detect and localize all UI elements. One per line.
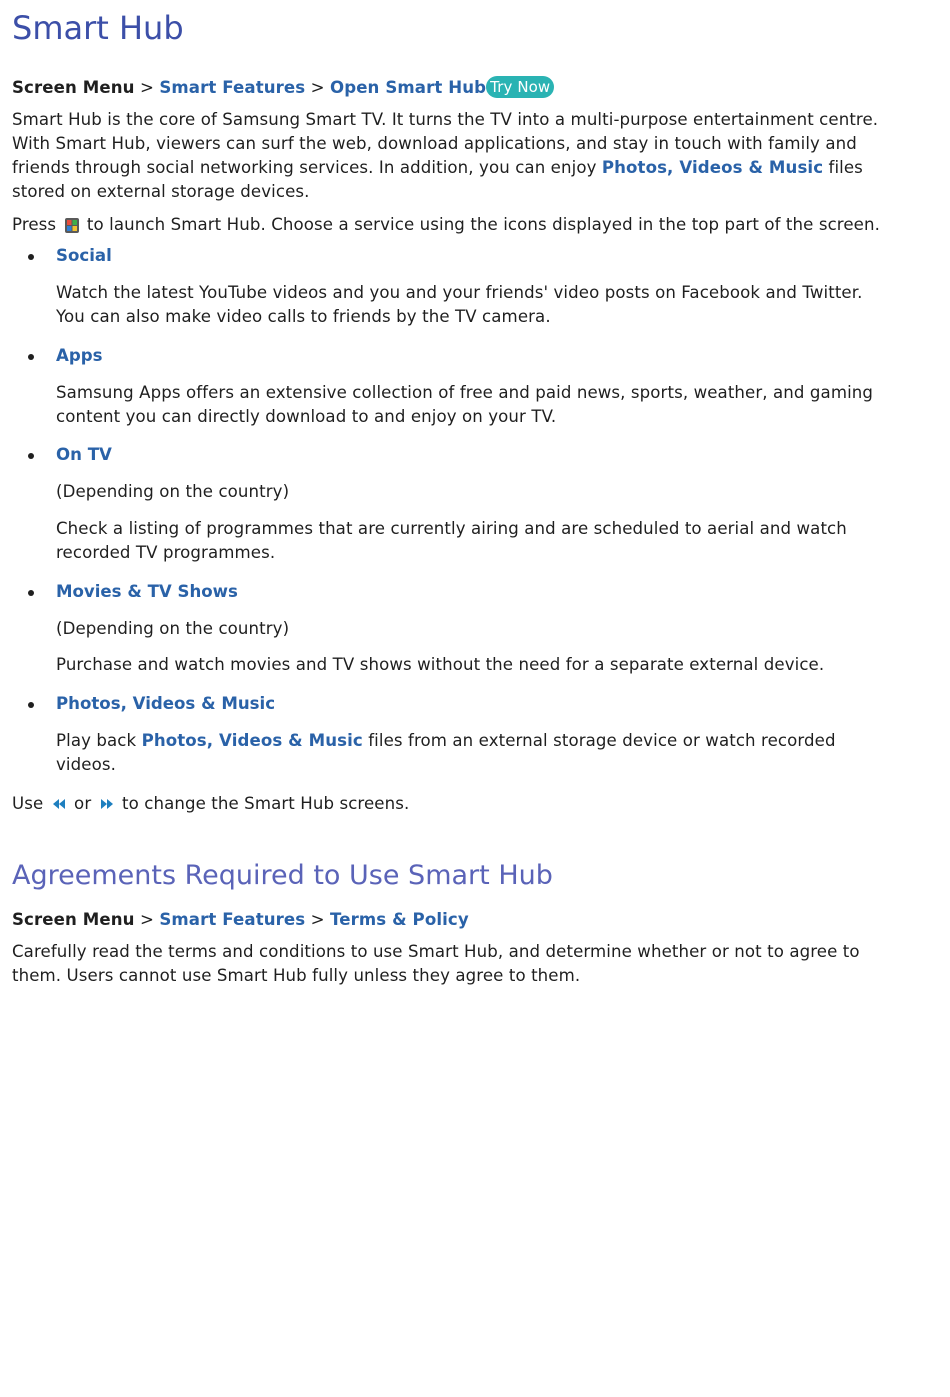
fast-forward-icon <box>99 793 115 805</box>
apps-line-2: content you can directly download to and enjoy on your TV. <box>56 407 557 426</box>
breadcrumb-terms-policy-link[interactable]: Terms & Policy <box>330 910 469 929</box>
social-line-1: Watch the latest YouTube videos and you and your friends' video posts on Facebook and Twitter. <box>56 283 863 302</box>
apps-line-1: Samsung Apps offers an extensive collection of free and paid news, sports, weather, and gaming <box>56 383 874 402</box>
breadcrumb-smart-features-link[interactable]: Smart Features <box>159 78 306 97</box>
on-tv-line-2: recorded TV programmes. <box>56 543 276 562</box>
try-now-button[interactable]: Try Now <box>486 76 554 98</box>
movies-note: (Depending on the country) <box>56 619 290 638</box>
photos-text: files from an external storage device or watch recorded <box>362 731 836 750</box>
page-title: Smart Hub <box>12 9 184 47</box>
breadcrumb-smart-features-link[interactable]: Smart Features <box>159 910 306 929</box>
breadcrumb-root: Screen Menu <box>12 910 135 929</box>
press-instruction <box>12 213 880 237</box>
use-text: to change the Smart Hub screens. <box>116 794 410 813</box>
agreements-line-1: Carefully read the terms and conditions to use Smart Hub, and determine whether or not to agree to <box>12 942 860 961</box>
photos-videos-music-link[interactable]: Photos, Videos & Music <box>141 731 363 750</box>
intro-line-2: With Smart Hub, viewers can surf the web, download applications, and stay in touch with family and <box>12 134 857 153</box>
intro-line-1: Smart Hub is the core of Samsung Smart TV. It turns the TV into a multi-purpose entertainment centre. <box>12 110 879 129</box>
movies-line-1: Purchase and watch movies and TV shows without the need for a separate external device. <box>56 655 825 674</box>
photos-videos-music-link[interactable]: Photos, Videos & Music <box>601 158 824 177</box>
photos-line-1 <box>56 729 836 753</box>
bullet-title-on-tv: On TV <box>56 445 112 464</box>
section-title-agreements: Agreements Required to Use Smart Hub <box>12 860 553 891</box>
intro-line-4: stored on external storage devices. <box>12 182 310 201</box>
breadcrumb <box>12 908 469 932</box>
bullet-dot <box>28 254 34 260</box>
intro-text: files <box>823 158 863 177</box>
agreements-line-2: them. Users cannot use Smart Hub fully unless they agree to them. <box>12 966 581 985</box>
intro-text: friends through social networking services. In addition, you can enjoy <box>12 158 602 177</box>
breadcrumb-separator: > <box>139 910 154 929</box>
breadcrumb-root: Screen Menu <box>12 78 135 97</box>
photos-line-2: videos. <box>56 755 116 774</box>
use-instruction <box>12 792 409 816</box>
breadcrumb <box>12 76 554 100</box>
bullet-title-apps: Apps <box>56 346 103 365</box>
on-tv-note: (Depending on the country) <box>56 482 290 501</box>
bullet-title-photos-videos-music: Photos, Videos & Music <box>56 694 276 713</box>
intro-line-3 <box>12 156 863 180</box>
breadcrumb-open-smart-hub-link[interactable]: Open Smart Hub <box>330 78 487 97</box>
rewind-icon <box>51 793 67 805</box>
photos-text: Play back <box>56 731 142 750</box>
use-text: or <box>68 794 97 813</box>
bullet-dot <box>28 453 34 459</box>
press-text: Press <box>12 215 62 234</box>
smart-hub-icon <box>64 216 80 234</box>
breadcrumb-separator: > <box>310 910 325 929</box>
use-text: Use <box>12 794 49 813</box>
bullet-dot <box>28 702 34 708</box>
breadcrumb-separator: > <box>310 78 325 97</box>
on-tv-line-1: Check a listing of programmes that are currently airing and are scheduled to aerial and watch <box>56 519 847 538</box>
bullet-title-movies-tv-shows: Movies & TV Shows <box>56 582 238 601</box>
bullet-dot <box>28 590 34 596</box>
bullet-title-social: Social <box>56 246 112 265</box>
social-line-2: You can also make video calls to friends by the TV camera. <box>56 307 551 326</box>
bullet-dot <box>28 354 34 360</box>
press-text: to launch Smart Hub. Choose a service using the icons displayed in the top part of the screen. <box>81 215 880 234</box>
breadcrumb-separator: > <box>139 78 154 97</box>
